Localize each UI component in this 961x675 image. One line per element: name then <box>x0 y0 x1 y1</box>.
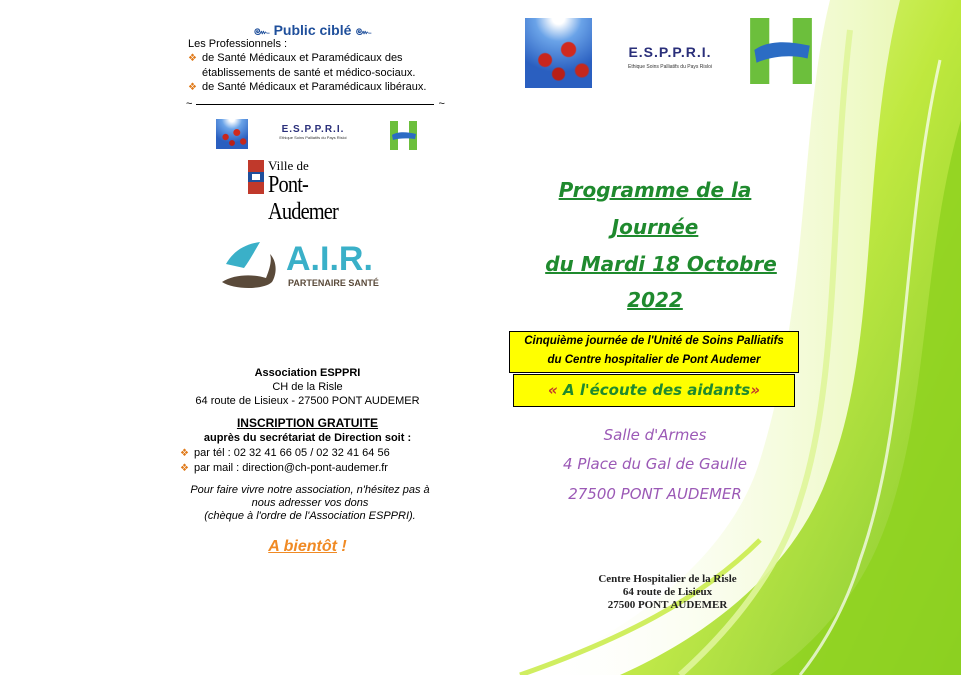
h-logo-small <box>388 120 419 151</box>
crest-icon <box>248 160 264 194</box>
swan-icon <box>220 238 280 290</box>
association-line2: 64 route de Lisieux - 27500 PONT AUDEMER <box>195 395 420 407</box>
ornament-left-icon: ๛ <box>253 22 270 38</box>
diamond-bullet-icon: ❖ <box>180 463 189 474</box>
list-item-continuation: établissements de santé et médico-sociaux. <box>202 67 416 79</box>
list-item: ❖ de Santé Médicaux et Paramédicaux des <box>188 52 403 64</box>
programme-title-line3: du Mardi 18 Octobre <box>545 252 777 276</box>
a-bientot: A bientôt ! <box>268 538 347 555</box>
separator-line <box>186 98 448 110</box>
email-text: par mail : direction@ch-pont-audemer.fr <box>194 462 388 474</box>
ornament-right-icon: ~ <box>438 98 445 110</box>
esppri-logo-small: E.S.P.P.R.I. Ethique Soins Palliatifs du Pays Risloi <box>279 124 347 140</box>
aupres-secretariat: auprès du secrétariat de Direction soit : <box>203 432 412 444</box>
programme-title-line2: Journée <box>611 215 699 239</box>
ecoute-aidants-box: « A l'écoute des aidants» <box>513 374 795 407</box>
diamond-bullet-icon: ❖ <box>188 82 197 93</box>
target-audience-list <box>188 37 426 95</box>
donation-note: Pour faire vivre notre association, n'hésitez pas à nous adresser vos dons (chèque à l'ordre de l'Association ESPPRI). <box>190 484 430 522</box>
public-cible-label: Public ciblé <box>273 22 352 38</box>
esppri-logo: E.S.P.P.R.I. Ethique Soins Palliatifs du Pays Risloi <box>628 44 712 70</box>
diamond-bullet-icon: ❖ <box>180 448 189 459</box>
phone-text: par tél : 02 32 41 66 05 / 02 32 41 64 56 <box>194 447 390 459</box>
professionals-heading: Les Professionnels : <box>188 38 288 50</box>
contact-list <box>180 446 390 476</box>
programme-title-line1: Programme de la <box>558 178 752 202</box>
venue-address: 4 Place du Gal de Gaulle <box>563 455 747 473</box>
diamond-bullet-icon: ❖ <box>188 53 197 64</box>
poppy-logo <box>525 18 592 88</box>
association-address <box>150 366 465 408</box>
air-partenaire-logo: A.I.R. PARTENAIRE SANTÉ <box>220 236 390 292</box>
list-item: ❖ de Santé Médicaux et Paramédicaux libéraux. <box>188 81 427 93</box>
ornament-right-icon: ๛ <box>355 22 372 38</box>
list-item <box>180 446 390 461</box>
ville-pont-audemer-logo: Ville de Pont-Audemer <box>244 158 394 206</box>
h-logo <box>748 16 814 86</box>
association-line1: CH de la Risle <box>272 381 343 393</box>
ecoute-aidants-text: A l'écoute des aidants <box>563 381 751 399</box>
programme-title-line4: 2022 <box>627 288 683 312</box>
venue-name: Salle d'Armes <box>603 426 707 444</box>
poppy-logo-small <box>216 119 248 149</box>
ornament-left-icon: ~ <box>186 98 193 110</box>
association-name: Association ESPPRI <box>254 367 361 379</box>
centre-hospitalier-address: Centre Hospitalier de la Risle 64 route de Lisieux 27500 PONT AUDEMER <box>598 573 737 611</box>
list-item <box>180 461 390 476</box>
cinquieme-journee-box: Cinquième journée de l'Unité de Soins Palliatifs du Centre hospitalier de Pont Audemer <box>509 331 799 373</box>
inscription-heading: INSCRIPTION GRATUITE <box>236 416 379 430</box>
venue-city: 27500 PONT AUDEMER <box>568 485 742 503</box>
